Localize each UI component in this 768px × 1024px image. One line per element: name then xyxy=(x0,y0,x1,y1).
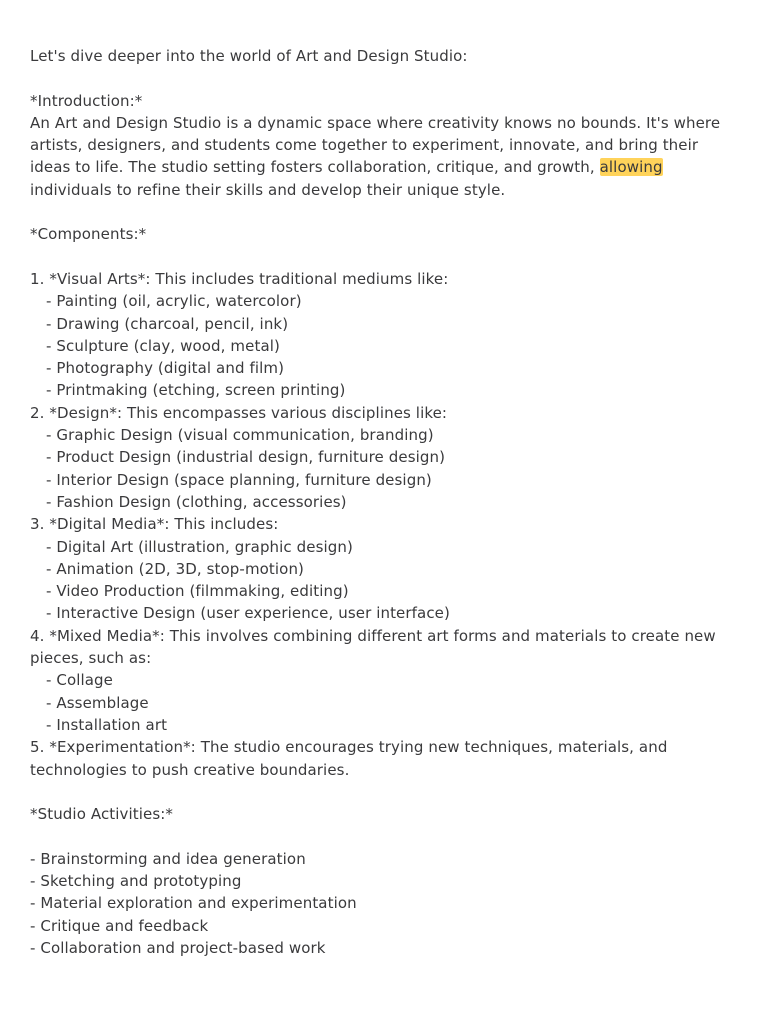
activity-item: - Critique and feedback xyxy=(30,916,209,935)
component-sub-item: - Collage xyxy=(46,671,114,690)
message-body xyxy=(30,45,742,959)
component-sub-item: - Photography (digital and film) xyxy=(46,359,285,378)
activity-item: - Sketching and prototyping xyxy=(30,871,242,890)
component-title-mixed-media: 4. *Mixed Media*: This involves combining different art forms and materials to create new pieces, such as: xyxy=(30,626,716,668)
component-title-design: 2. *Design*: This encompasses various disciplines like: xyxy=(30,403,448,422)
introduction-heading: *Introduction:* xyxy=(30,91,143,110)
introduction-text-after: individuals to refine their skills and develop their unique style. xyxy=(30,180,506,199)
component-sub-item: - Drawing (charcoal, pencil, ink) xyxy=(46,314,289,333)
component-sub-item: - Painting (oil, acrylic, watercolor) xyxy=(46,292,302,311)
component-sub-item: - Sculpture (clay, wood, metal) xyxy=(46,336,280,355)
component-title-experimentation: 5. *Experimentation*: The studio encourages trying new techniques, materials, and technologies to push creative boundaries. xyxy=(30,738,668,779)
component-sub-item: - Installation art xyxy=(46,715,168,734)
component-sub-item: - Animation (2D, 3D, stop-motion) xyxy=(46,559,305,578)
component-sub-item: - Graphic Design (visual communication, branding) xyxy=(46,426,434,445)
component-sub-item: - Digital Art (illustration, graphic design) xyxy=(46,537,353,556)
component-sub-item: - Interactive Design (user experience, user interface) xyxy=(46,604,450,623)
components-heading: *Components:* xyxy=(30,225,147,244)
highlighted-word: allowing xyxy=(599,158,663,177)
component-sub-item: - Printmaking (etching, screen printing) xyxy=(46,381,346,400)
blank-line xyxy=(30,825,742,847)
introduction-paragraph xyxy=(30,112,742,201)
blank-line xyxy=(30,781,742,803)
component-title-visual-arts: 1. *Visual Arts*: This includes traditional mediums like: xyxy=(30,269,449,288)
blank-line xyxy=(30,67,742,89)
activities-list xyxy=(30,848,742,959)
component-sub-item: - Video Production (filmmaking, editing) xyxy=(46,582,349,601)
component-sub-item: - Fashion Design (clothing, accessories) xyxy=(46,492,347,511)
component-title-digital-media: 3. *Digital Media*: This includes: xyxy=(30,515,279,534)
activity-item: - Collaboration and project-based work xyxy=(30,938,326,957)
component-sub-item: - Interior Design (space planning, furniture design) xyxy=(46,470,432,489)
intro-line: Let's dive deeper into the world of Art and Design Studio: xyxy=(30,47,468,65)
blank-line xyxy=(30,201,742,223)
component-sub-item: - Assemblage xyxy=(46,693,149,712)
components-list xyxy=(30,268,742,781)
activity-item: - Brainstorming and idea generation xyxy=(30,849,306,868)
activity-item: - Material exploration and experimentation xyxy=(30,894,357,913)
activities-heading: *Studio Activities:* xyxy=(30,805,174,824)
blank-line xyxy=(30,246,742,268)
introduction-text-before: An Art and Design Studio is a dynamic space where creativity knows no bounds. It's where artists, designers, and students come together to experiment, innovate, and bring their ideas to life. The studio setting fosters collaboration, critique, and growth, xyxy=(30,113,721,177)
component-sub-item: - Product Design (industrial design, furniture design) xyxy=(46,448,446,467)
